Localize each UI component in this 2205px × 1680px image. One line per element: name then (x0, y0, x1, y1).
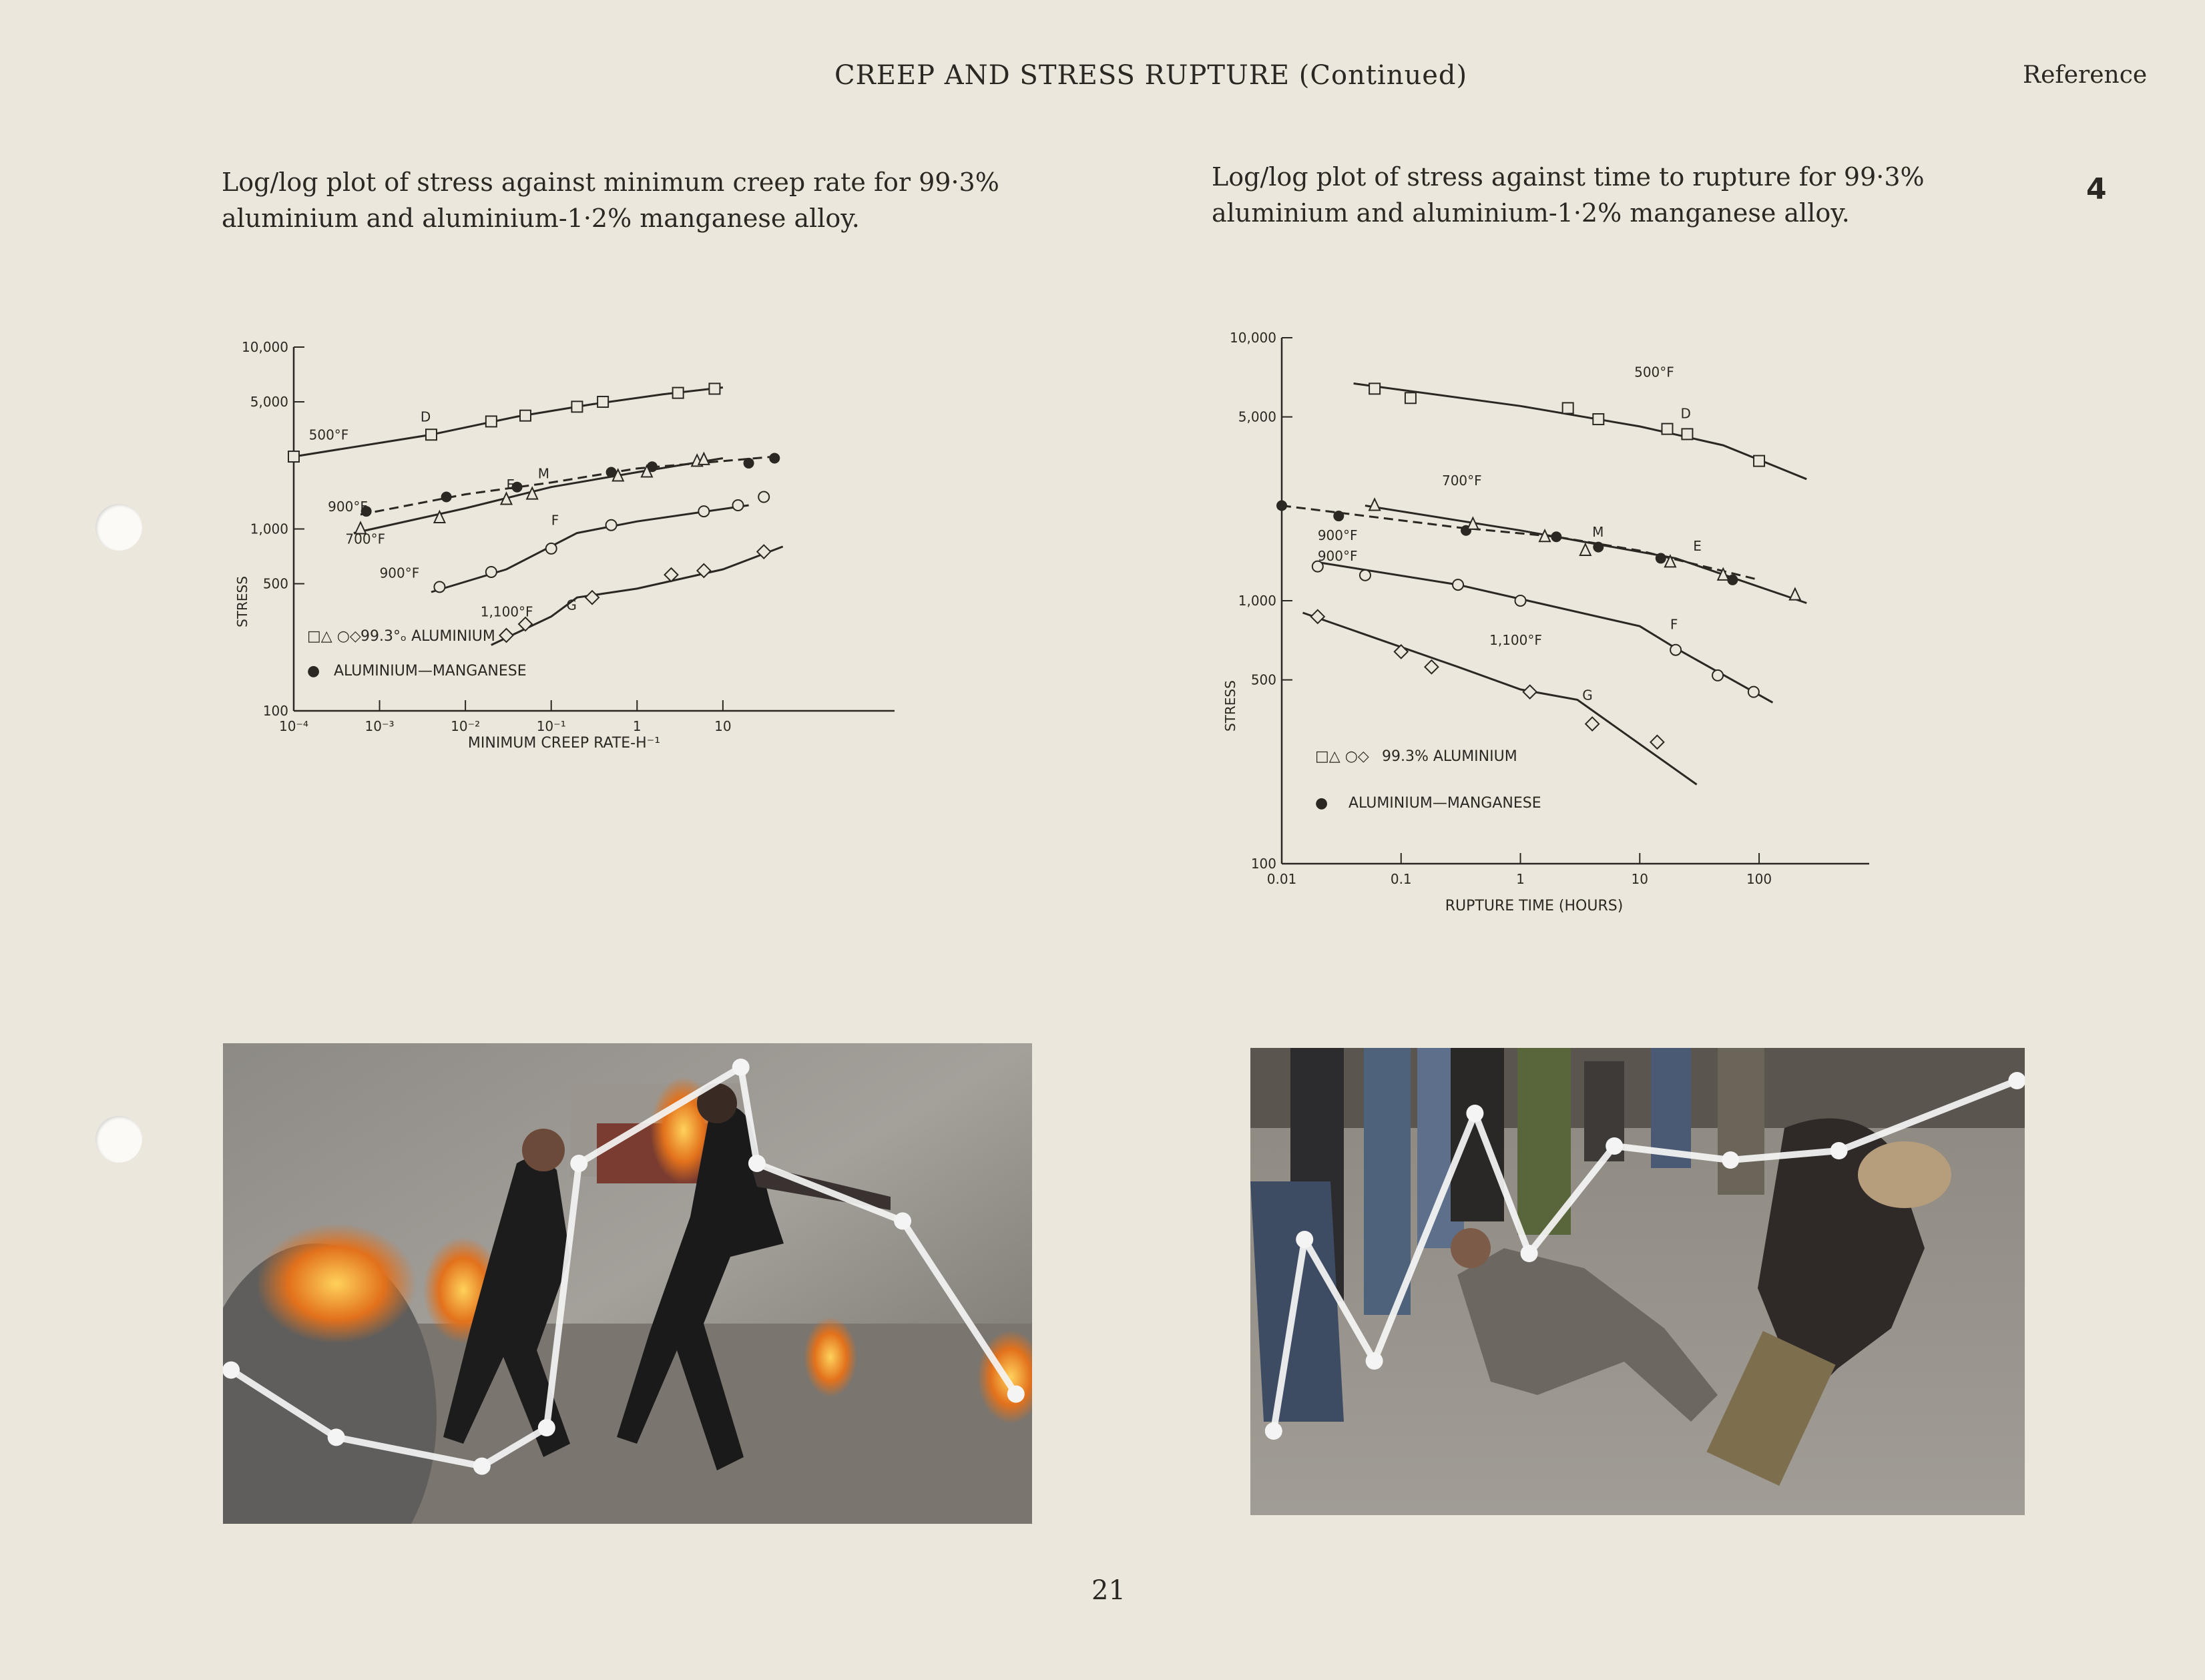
curve-label: 700°F (345, 531, 386, 547)
series-D (288, 383, 723, 462)
data-point-G (1523, 685, 1537, 699)
curve-label: G (566, 597, 577, 613)
x-tick-label: 10⁻³ (364, 718, 395, 734)
photo-left (223, 1043, 1032, 1524)
x-tick-label: 0.1 (1390, 871, 1412, 887)
data-point-D (1593, 414, 1604, 425)
series-line-D (294, 388, 723, 457)
y-axis-label: STRESS (1222, 680, 1238, 732)
trace-node (894, 1212, 911, 1229)
trace-node (732, 1059, 750, 1076)
trace-node (1265, 1422, 1282, 1440)
data-point-D (520, 410, 531, 421)
trace-node (1830, 1142, 1848, 1159)
binder-hole (95, 1116, 142, 1163)
data-point-F (1453, 579, 1463, 590)
data-point-M (744, 458, 754, 469)
data-point-D (597, 396, 608, 407)
trace-node (1606, 1137, 1623, 1155)
x-tick-label: 100 (1746, 871, 1772, 887)
y-tick-label: 500 (262, 575, 288, 592)
series-line-F (431, 505, 749, 592)
curve-label: F (1670, 616, 1678, 633)
data-point-F (434, 581, 445, 592)
data-point-G (1585, 718, 1599, 731)
data-point-F (758, 492, 769, 503)
data-point-E (1369, 499, 1380, 510)
legend-symbols: □△ ○◇ (1315, 748, 1369, 765)
data-point-D (1662, 424, 1672, 435)
data-point-F (1360, 570, 1371, 581)
data-point-D (673, 388, 684, 398)
series-line-F (1318, 562, 1773, 702)
x-tick-label: 10⁻² (451, 718, 481, 734)
curve-label: 500°F (308, 427, 349, 443)
curve-label: 1,100°F (1489, 631, 1542, 648)
creep-rate-chart (220, 320, 901, 774)
curve-label: 500°F (1634, 364, 1674, 380)
legend-entry: 99.3% ALUMINIUM (1382, 748, 1517, 765)
series-line-G (491, 547, 783, 645)
data-point-D (1754, 456, 1764, 467)
series-G (491, 545, 783, 645)
data-point-D (1369, 383, 1380, 394)
x-tick-label: 10 (714, 718, 732, 734)
curve-label: D (1680, 405, 1691, 422)
x-tick-label: 1 (632, 718, 642, 734)
photo-right (1250, 1048, 2025, 1515)
data-point-F (1748, 687, 1759, 697)
data-point-F (1515, 595, 1526, 606)
data-point-D (426, 429, 437, 440)
curve-label: M (1592, 524, 1604, 541)
trace-node (748, 1155, 766, 1172)
legend-entry: ALUMINIUM—MANGANESE (1349, 795, 1541, 812)
curve-label: E (1693, 538, 1702, 555)
trace-node (328, 1428, 345, 1446)
curve-label: G (1582, 687, 1593, 704)
curve-label: 1,100°F (480, 603, 533, 620)
data-point-M (769, 453, 780, 463)
data-point-G (1650, 736, 1664, 749)
x-tick-label: 1 (1516, 871, 1525, 887)
data-point-E (1790, 589, 1800, 600)
y-tick-label: 10,000 (1230, 330, 1276, 346)
x-tick-label: 10⁻⁴ (278, 718, 309, 734)
y-tick-label: 5,000 (1238, 408, 1276, 425)
section-number: 4 (2086, 172, 2107, 206)
y-tick-label: 500 (1250, 671, 1276, 688)
curve-label: 900°F (379, 565, 420, 581)
trace-node (1366, 1352, 1383, 1370)
trace-node (570, 1155, 587, 1172)
data-point-D (571, 401, 582, 412)
legend-symbols: □△ ○◇ (307, 628, 361, 645)
data-point-F (486, 567, 497, 577)
legend-entry: ALUMINIUM—MANGANESE (334, 663, 527, 679)
y-tick-label: 100 (262, 703, 288, 719)
series-D (1354, 383, 1807, 479)
x-tick-label: 0.01 (1266, 871, 1297, 887)
trace-node (223, 1362, 240, 1379)
x-tick-label: 10 (1631, 871, 1649, 887)
y-axis-label: STRESS (234, 576, 250, 627)
y-tick-label: 10,000 (242, 339, 288, 355)
series-line-D (1354, 384, 1807, 479)
left-chart-caption: Log/log plot of stress against minimum creep rate for 99·3% aluminium and aluminium-1·2% manganese alloy. (222, 168, 999, 233)
y-tick-label: 100 (1250, 856, 1276, 872)
data-point-M (1276, 500, 1287, 511)
data-point-G (1425, 660, 1438, 673)
y-tick-label: 1,000 (1238, 593, 1276, 609)
data-point-E (1580, 544, 1591, 555)
data-point-F (1670, 645, 1681, 655)
trace-node (1722, 1151, 1739, 1169)
reference-label: Reference (2023, 61, 2148, 89)
x-axis-label: MINIMUM CREEP RATE-H⁻¹ (467, 735, 661, 752)
trace-node (1296, 1231, 1313, 1248)
right-chart-caption: Log/log plot of stress against time to rupture for 99·3% aluminium and aluminium-1·2% manganese alloy. (1212, 162, 1925, 228)
data-point-D (1405, 392, 1416, 403)
curve-label: F (551, 512, 559, 529)
curve-label: 700°F (1441, 472, 1482, 489)
data-point-F (698, 506, 709, 517)
x-tick-label: 10⁻¹ (536, 718, 566, 734)
data-point-F (606, 520, 617, 531)
data-point-G (1395, 645, 1408, 658)
data-point-G (585, 591, 599, 604)
curve-label: 900°F (1317, 527, 1358, 544)
data-point-E (698, 453, 709, 465)
trace-node (473, 1458, 491, 1475)
binder-hole (95, 504, 142, 551)
curve-label: D (420, 408, 431, 425)
y-tick-label: 1,000 (250, 521, 288, 537)
curve-label: M (537, 465, 550, 482)
trace-node (1007, 1386, 1025, 1403)
data-point-D (288, 451, 299, 462)
data-point-M (1333, 511, 1344, 521)
data-point-F (1712, 670, 1723, 681)
data-point-F (546, 543, 557, 554)
data-point-D (1563, 402, 1573, 413)
data-point-D (486, 416, 497, 427)
series-E (1365, 499, 1806, 603)
y-tick-label: 5,000 (250, 394, 288, 410)
curve-label: 900°F (328, 499, 368, 515)
legend-symbols: ● (307, 663, 320, 679)
legend-entry: 99.3°ₒ ALUMINIUM (360, 628, 495, 645)
curve-label: 900°F (1317, 547, 1358, 564)
data-point-D (1682, 429, 1692, 439)
legend-symbols: ● (1315, 795, 1328, 812)
trace-node (1521, 1245, 1538, 1262)
data-point-M (441, 492, 452, 503)
x-axis-label: RUPTURE TIME (HOURS) (1445, 898, 1624, 914)
curve-label: E (506, 477, 515, 493)
series-F (431, 492, 769, 593)
series-F (1312, 561, 1773, 703)
page-title: CREEP AND STRESS RUPTURE (Continued) (834, 60, 1468, 91)
trace-node (538, 1419, 555, 1436)
data-point-G (1311, 610, 1324, 623)
trace-node (1466, 1105, 1483, 1122)
page-number: 21 (1091, 1575, 1126, 1606)
data-point-F (732, 500, 743, 511)
series-line-M (360, 457, 774, 515)
data-point-D (709, 383, 720, 394)
rupture-time-chart (1208, 314, 1889, 914)
